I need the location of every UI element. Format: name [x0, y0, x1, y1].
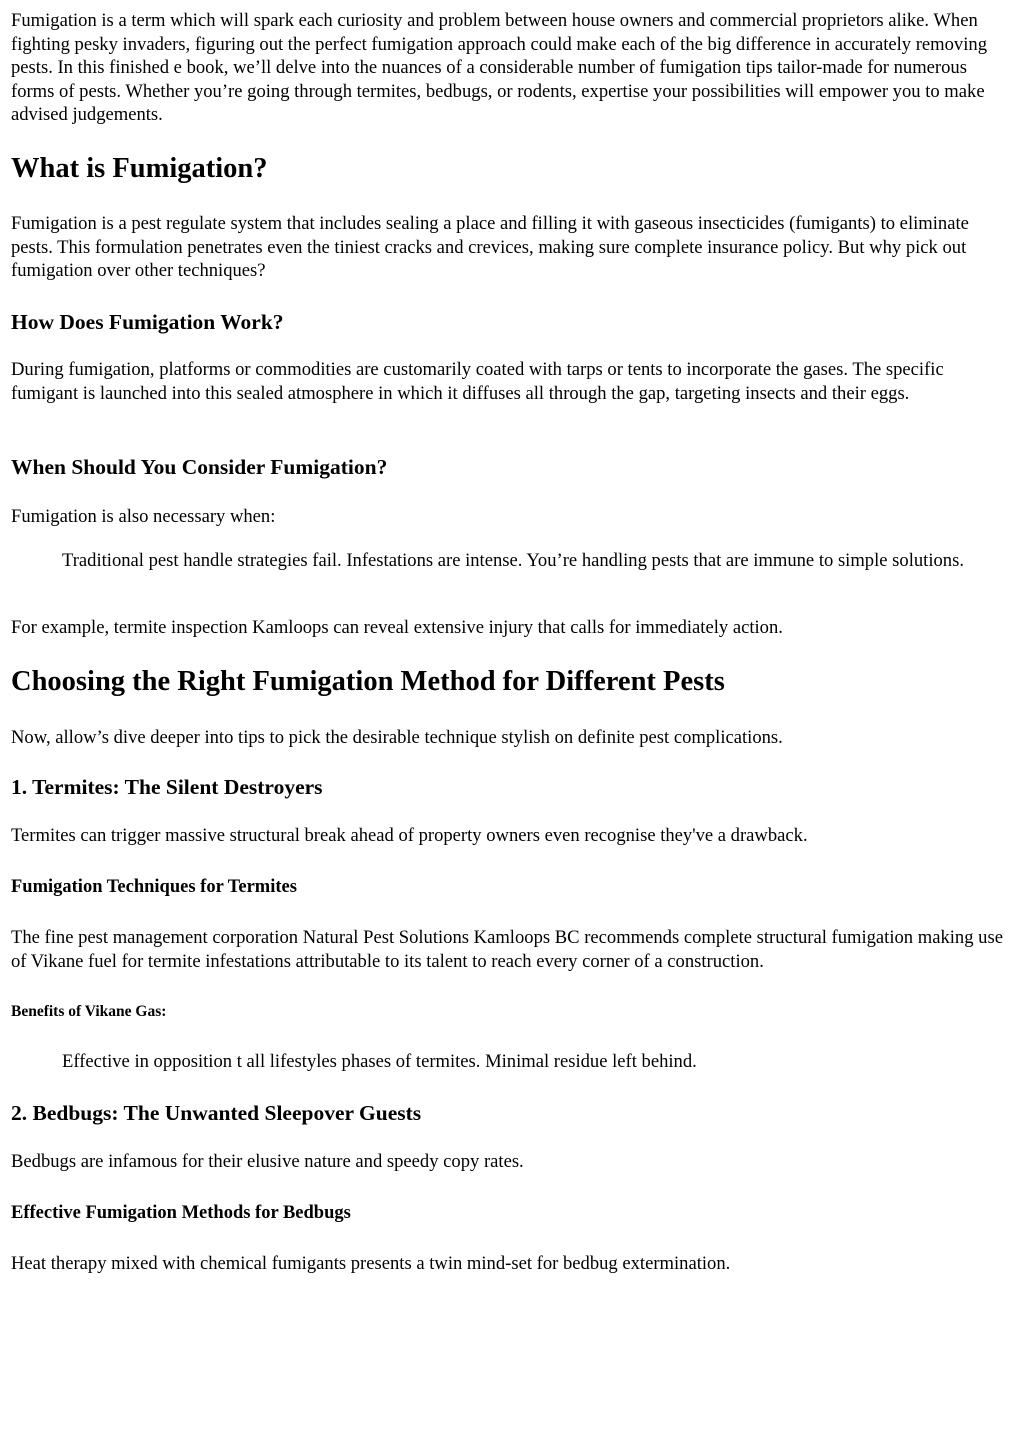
what-is-paragraph: Fumigation is a pest regulate system that includes sealing a place and filling it with gaseous insecticides (fumigants) to eliminate pests. This formulation penetrates even the tiniest cracks and crevices, making sure complete insurance policy. But why pick out fumigation over other techniques?	[11, 213, 969, 281]
vikane-benefits-quote: Effective in opposition t all lifestyles phases of termites. Minimal residue left behind.	[62, 1051, 697, 1072]
termites-paragraph: Termites can trigger massive structural break ahead of property owners even recognise they've a drawback.	[11, 825, 808, 846]
choosing-heading: Choosing the Right Fumigation Method for Different Pests	[11, 666, 725, 697]
termites-heading: 1. Termites: The Silent Destroyers	[11, 775, 323, 799]
when-consider-quote: Traditional pest handle strategies fail. Infestations are intense. You’re handling pests that are immune to simple solutions.	[62, 550, 964, 571]
vikane-benefits-heading: Benefits of Vikane Gas:	[11, 1003, 167, 1020]
how-works-paragraph: During fumigation, platforms or commodities are customarily coated with tarps or tents to incorporate the gases. The specific fumigant is launched into this sealed atmosphere in which it diffuses all through the gap, targeting insects and their eggs.	[11, 359, 944, 404]
intro-paragraph: Fumigation is a term which will spark each curiosity and problem between house owners and commercial proprietors alike. When fighting pesky invaders, figuring out the perfect fumigation approach could make each of the big difference in accurately removing pests. In this finished e book, we’ll delve into the nuances of a considerable number of fumigation tips tailor-made for numerous forms of pests. Whether you’re going through termites, bedbugs, or rodents, expertise your possibilities will empower you to make advised judgements.	[11, 10, 987, 125]
how-works-heading: How Does Fumigation Work?	[11, 310, 284, 334]
when-consider-heading: When Should You Consider Fumigation?	[11, 455, 388, 479]
when-consider-example: For example, termite inspection Kamloops can reveal extensive injury that calls for immediately action.	[11, 617, 783, 638]
bedbugs-methods-paragraph: Heat therapy mixed with chemical fumigants presents a twin mind-set for bedbug extermination.	[11, 1253, 731, 1274]
what-is-heading: What is Fumigation?	[11, 153, 268, 184]
bedbugs-paragraph: Bedbugs are infamous for their elusive nature and speedy copy rates.	[11, 1151, 524, 1172]
termites-techniques-heading: Fumigation Techniques for Termites	[11, 877, 297, 897]
when-consider-lead: Fumigation is also necessary when:	[11, 506, 276, 527]
bedbugs-methods-heading: Effective Fumigation Methods for Bedbugs	[11, 1203, 351, 1223]
choosing-paragraph: Now, allow’s dive deeper into tips to pick the desirable technique stylish on definite pest complications.	[11, 727, 783, 748]
bedbugs-heading: 2. Bedbugs: The Unwanted Sleepover Guests	[11, 1101, 422, 1125]
termites-techniques-paragraph: The fine pest management corporation Natural Pest Solutions Kamloops BC recommends complete structural fumigation making use of Vikane fuel for termite infestations attributable to its talent to reach every corner of a construction.	[11, 927, 1003, 972]
